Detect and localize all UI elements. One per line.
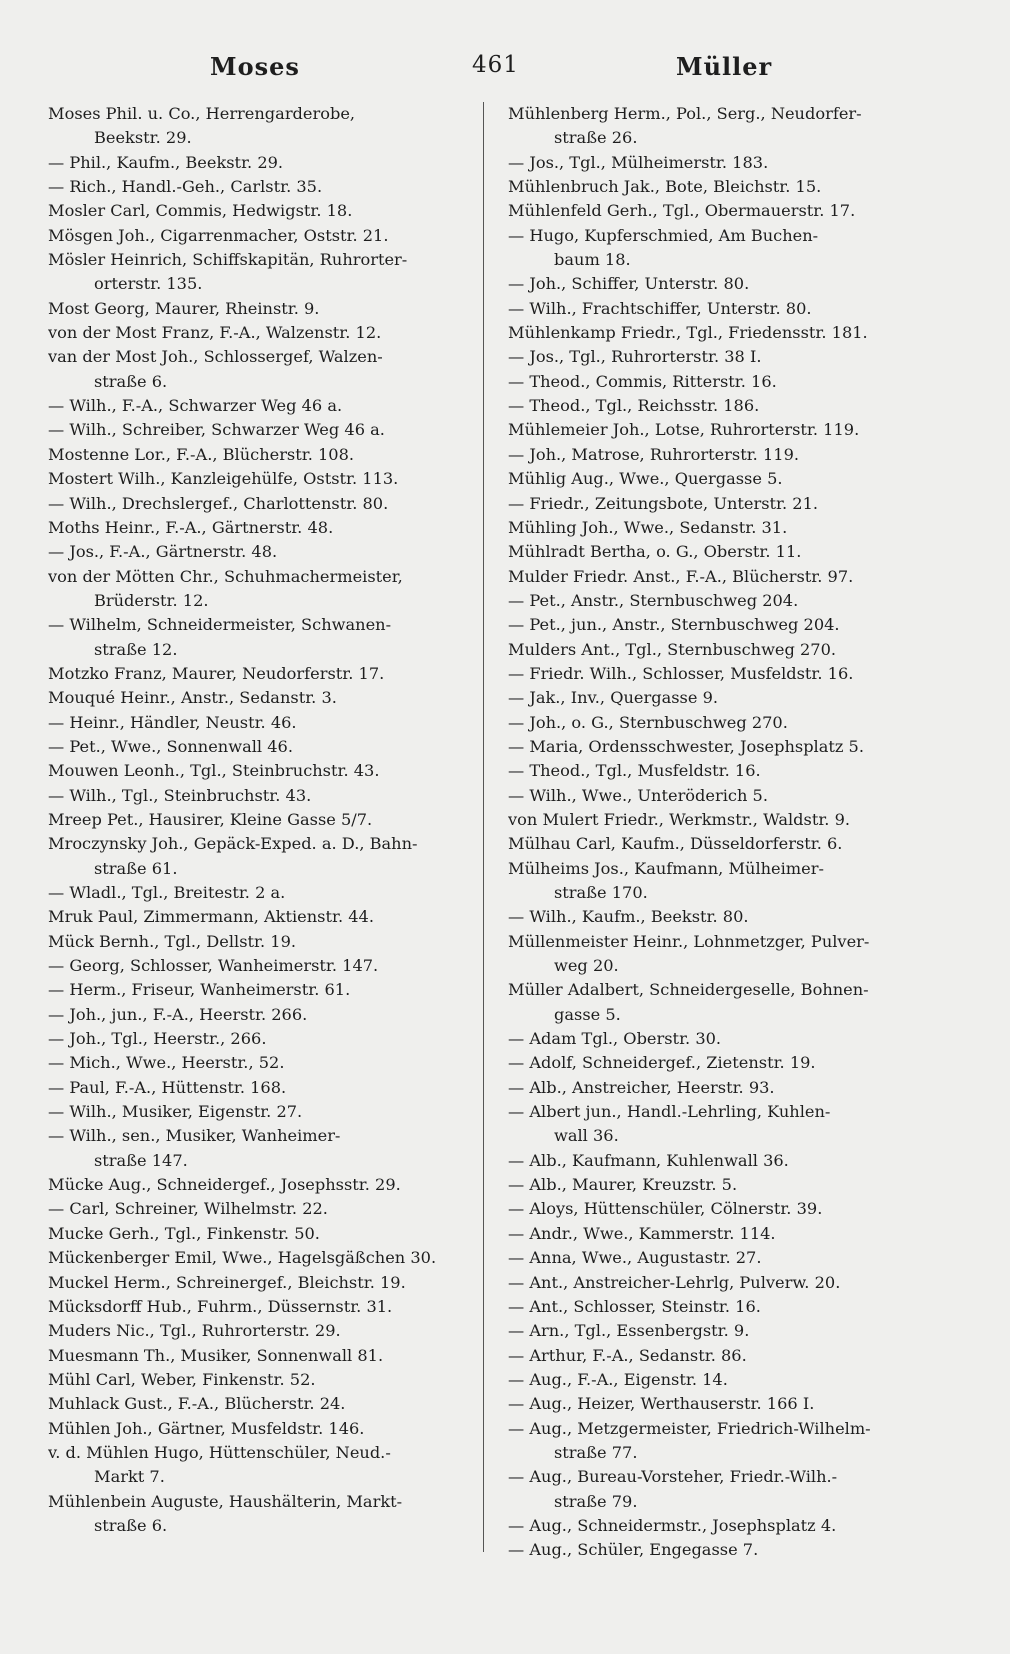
directory-entry [48, 1124, 480, 1173]
entry-line: — Adolf, Schneidergef., Zietenstr. 19. [508, 1053, 816, 1073]
entry-line: — Friedr. Wilh., Schlosser, Musfeldstr. 16. [508, 663, 854, 683]
entry-line: — Anna, Wwe., Augustastr. 27. [508, 1248, 762, 1268]
entry-line: von der Mötten Chr., Schuhmachermeister, [48, 566, 403, 586]
entry-continuation: straße 6. [94, 371, 168, 391]
entry-line: von der Most Franz, F.-A., Walzenstr. 12. [48, 323, 382, 343]
directory-entry [48, 175, 480, 199]
directory-entry [48, 1173, 480, 1197]
column-divider [483, 102, 484, 1552]
entry-line: Müller Adalbert, Schneidergeselle, Bohnen- [508, 980, 869, 1000]
entry-line: — Wilh., F.-A., Schwarzer Weg 46 a. [48, 396, 343, 416]
entry-line: — Ant., Anstreicher-Lehrlg, Pulverw. 20. [508, 1272, 841, 1292]
entry-line: Mreep Pet., Hausirer, Kleine Gasse 5/7. [48, 809, 373, 829]
entry-continuation: straße 170. [554, 883, 648, 902]
entry-line: v. d. Mühlen Hugo, Hüttenschüler, Neud.- [48, 1442, 391, 1462]
directory-entry [508, 1149, 948, 1173]
entry-line: — Andr., Wwe., Kammerstr. 114. [508, 1223, 776, 1243]
directory-entry [508, 418, 948, 442]
directory-entry [508, 1173, 948, 1197]
entry-line: — Pet., Anstr., Sternbuschweg 204. [508, 590, 799, 610]
entry-line: Mückenberger Emil, Wwe., Hagelsgäßchen 30. [48, 1248, 437, 1268]
entry-line: Mulder Friedr. Anst., F.-A., Blücherstr. 97. [508, 566, 854, 586]
running-head-left: Moses [210, 52, 300, 81]
entry-line: Mosler Carl, Commis, Hedwigstr. 18. [48, 201, 353, 221]
entry-line: Mösler Heinrich, Schiffskapitän, Ruhrorter- [48, 250, 408, 270]
directory-entry [48, 662, 480, 686]
directory-entry [48, 1441, 480, 1490]
entry-line: — Aug., Heizer, Werthauserstr. 166 I. [508, 1394, 815, 1414]
directory-entry [508, 930, 948, 979]
directory-entry [48, 224, 480, 248]
directory-entry [48, 1417, 480, 1441]
entry-line: — Wilh., Schreiber, Schwarzer Weg 46 a. [48, 420, 385, 440]
entry-line: Mouqué Heinr., Anstr., Sedanstr. 3. [48, 688, 337, 708]
entry-line: — Jak., Inv., Quergasse 9. [508, 688, 719, 708]
entry-line: Mück Bernh., Tgl., Dellstr. 19. [48, 931, 297, 951]
entry-line: Mücksdorff Hub., Fuhrm., Düssernstr. 31. [48, 1296, 393, 1316]
entry-line: Mühlemeier Joh., Lotse, Ruhrorterstr. 119. [508, 420, 860, 440]
directory-entry [48, 199, 480, 223]
entry-line: — Aug., Schüler, Engegasse 7. [508, 1540, 759, 1560]
entry-line: — Arn., Tgl., Essenbergstr. 9. [508, 1321, 750, 1341]
entry-line: — Joh., Matrose, Ruhrorterstr. 119. [508, 444, 800, 464]
right-column [508, 102, 948, 1563]
entry-line: Moths Heinr., F.-A., Gärtnerstr. 48. [48, 517, 334, 537]
entry-continuation: straße 147. [94, 1150, 188, 1170]
entry-line: — Pet., jun., Anstr., Sternbuschweg 204. [508, 615, 840, 635]
directory-entry [508, 199, 948, 223]
entry-line: — Jos., Tgl., Ruhrorterstr. 38 I. [508, 347, 762, 367]
entry-line: — Heinr., Händler, Neustr. 46. [48, 712, 297, 732]
entry-line: — Aug., Bureau-Vorsteher, Friedr.-Wilh.- [508, 1467, 838, 1487]
entry-continuation: baum 18. [554, 250, 631, 270]
entry-line: Mostenne Lor., F.-A., Blücherstr. 108. [48, 444, 355, 464]
directory-entry [48, 565, 480, 614]
directory-entry [48, 1271, 480, 1295]
entry-line: — Wilh., Drechslergef., Charlottenstr. 80. [48, 493, 389, 513]
entry-continuation: straße 6. [94, 1515, 168, 1535]
directory-entry [508, 759, 948, 783]
directory-entry [48, 905, 480, 929]
directory-entry [48, 735, 480, 759]
entry-line: von Mulert Friedr., Werkmstr., Waldstr. 9. [508, 809, 851, 829]
directory-entry [508, 297, 948, 321]
entry-line: — Aug., Schneidermstr., Josephsplatz 4. [508, 1515, 837, 1535]
directory-entry [48, 1319, 480, 1343]
directory-entry [48, 1076, 480, 1100]
directory-entry [508, 540, 948, 564]
directory-entry [48, 1051, 480, 1075]
entry-line: Mühlig Aug., Wwe., Quergasse 5. [508, 469, 783, 489]
directory-entry [508, 1465, 948, 1514]
entry-line: — Wilh., Musiker, Eigenstr. 27. [48, 1102, 303, 1122]
directory-entry [48, 1344, 480, 1368]
directory-entry [508, 784, 948, 808]
entry-line: — Ant., Schlosser, Steinstr. 16. [508, 1296, 761, 1316]
directory-entry [48, 1368, 480, 1392]
directory-entry [508, 857, 948, 906]
directory-entry [48, 1222, 480, 1246]
entry-line: — Aug., F.-A., Eigenstr. 14. [508, 1369, 728, 1389]
entry-line: — Adam Tgl., Oberstr. 30. [508, 1029, 722, 1049]
entry-continuation: straße 61. [94, 858, 178, 878]
running-head-right: Müller [676, 52, 773, 81]
entry-continuation: straße 79. [554, 1491, 638, 1511]
directory-entry [508, 905, 948, 929]
directory-entry [508, 735, 948, 759]
entry-line: Mruk Paul, Zimmermann, Aktienstr. 44. [48, 907, 374, 927]
entry-line: Mösgen Joh., Cigarrenmacher, Oststr. 21. [48, 225, 389, 245]
directory-entry [48, 467, 480, 491]
entry-line: — Aug., Metzgermeister, Friedrich-Wilhelm- [508, 1418, 871, 1438]
entry-line: Mühlenfeld Gerh., Tgl., Obermauerstr. 17. [508, 201, 856, 221]
entry-line: — Joh., o. G., Sternbuschweg 270. [508, 712, 788, 732]
entry-line: — Hugo, Kupferschmied, Am Buchen- [508, 225, 819, 245]
left-column [48, 102, 480, 1538]
directory-entry [508, 151, 948, 175]
directory-entry [508, 1271, 948, 1295]
directory-entry [508, 467, 948, 491]
directory-entry [48, 492, 480, 516]
directory-entry [508, 443, 948, 467]
entry-line: — Theod., Commis, Ritterstr. 16. [508, 371, 777, 391]
directory-entry [508, 832, 948, 856]
directory-entry [48, 930, 480, 954]
directory-entry [48, 711, 480, 735]
directory-entry [48, 248, 480, 297]
entry-line: Mühlenbein Auguste, Haushälterin, Markt- [48, 1491, 403, 1511]
directory-entry [48, 394, 480, 418]
entry-continuation: gasse 5. [554, 1004, 621, 1024]
entry-line: Mühling Joh., Wwe., Sedanstr. 31. [508, 517, 788, 537]
directory-entry [48, 151, 480, 175]
entry-line: — Joh., Tgl., Heerstr., 266. [48, 1029, 267, 1049]
directory-entry [48, 954, 480, 978]
directory-entry [508, 175, 948, 199]
entry-line: Mühlradt Bertha, o. G., Oberstr. 11. [508, 542, 802, 562]
entry-line: Mülheims Jos., Kaufmann, Mülheimer- [508, 858, 824, 878]
directory-entry [48, 297, 480, 321]
directory-entry [48, 808, 480, 832]
entry-continuation: wall 36. [554, 1126, 619, 1146]
entry-line: — Arthur, F.-A., Sedanstr. 86. [508, 1345, 747, 1365]
entry-line: Mulders Ant., Tgl., Sternbuschweg 270. [508, 639, 837, 659]
entry-line: — Joh., Schiffer, Unterstr. 80. [508, 274, 750, 294]
directory-entry [48, 1490, 480, 1539]
entry-line: — Wilh., Kaufm., Beekstr. 80. [508, 907, 749, 927]
entry-line: Mücke Aug., Schneidergef., Josephsstr. 29. [48, 1175, 401, 1195]
directory-entry [48, 1100, 480, 1124]
entry-line: — Alb., Anstreicher, Heerstr. 93. [508, 1077, 775, 1097]
entry-line: — Phil., Kaufm., Beekstr. 29. [48, 152, 284, 172]
entry-line: Muesmann Th., Musiker, Sonnenwall 81. [48, 1345, 384, 1365]
directory-entry [48, 418, 480, 442]
entry-continuation: orterstr. 135. [94, 274, 203, 294]
entry-continuation: weg 20. [554, 956, 619, 976]
entry-line: — Joh., jun., F.-A., Heerstr. 266. [48, 1004, 308, 1024]
entry-line: — Wilhelm, Schneidermeister, Schwanen- [48, 615, 392, 635]
entry-continuation: straße 26. [554, 128, 638, 148]
directory-entry [48, 686, 480, 710]
directory-entry [508, 272, 948, 296]
entry-line: Mühl Carl, Weber, Finkenstr. 52. [48, 1369, 316, 1389]
entry-line: Mühlenberg Herm., Pol., Serg., Neudorfer- [508, 104, 862, 123]
directory-entry [508, 589, 948, 613]
entry-line: — Herm., Friseur, Wanheimerstr. 61. [48, 980, 351, 1000]
entry-line: — Mich., Wwe., Heerstr., 52. [48, 1053, 285, 1073]
entry-line: — Carl, Schreiner, Wilhelmstr. 22. [48, 1199, 328, 1219]
entry-line: — Alb., Maurer, Kreuzstr. 5. [508, 1175, 738, 1195]
directory-entry [48, 516, 480, 540]
entry-line: — Aloys, Hüttenschüler, Cölnerstr. 39. [508, 1199, 823, 1219]
directory-entry [508, 613, 948, 637]
directory-entry [48, 1027, 480, 1051]
entry-line: van der Most Joh., Schlossergef, Walzen- [48, 347, 383, 367]
directory-entry [508, 1051, 948, 1075]
directory-entry [508, 1368, 948, 1392]
directory-entry [508, 370, 948, 394]
entry-line: — Wilh., Frachtschiffer, Unterstr. 80. [508, 298, 812, 318]
directory-entry [48, 613, 480, 662]
directory-entry [508, 662, 948, 686]
directory-entry [508, 1392, 948, 1416]
entry-line: Most Georg, Maurer, Rheinstr. 9. [48, 298, 320, 318]
directory-entry [508, 516, 948, 540]
directory-entry [508, 1197, 948, 1221]
directory-entry [48, 1295, 480, 1319]
entry-line: — Paul, F.-A., Hüttenstr. 168. [48, 1077, 287, 1097]
directory-entry [48, 102, 480, 151]
entry-line: Mühlenbruch Jak., Bote, Bleichstr. 15. [508, 177, 822, 197]
entry-line: — Wilh., Wwe., Unteröderich 5. [508, 785, 768, 805]
directory-entry [508, 1222, 948, 1246]
entry-line: — Maria, Ordensschwester, Josephsplatz 5. [508, 736, 865, 756]
directory-entry [508, 345, 948, 369]
entry-line: — Albert jun., Handl.-Lehrling, Kuhlen- [508, 1102, 831, 1122]
entry-line: — Theod., Tgl., Reichsstr. 186. [508, 396, 760, 416]
directory-entry [508, 394, 948, 418]
entry-continuation: Beekstr. 29. [94, 128, 192, 148]
entry-line: Mouwen Leonh., Tgl., Steinbruchstr. 43. [48, 761, 380, 781]
directory-entry [508, 711, 948, 735]
directory-entry [48, 1392, 480, 1416]
entry-line: — Wladl., Tgl., Breitestr. 2 a. [48, 883, 286, 902]
entry-line: Mucke Gerh., Tgl., Finkenstr. 50. [48, 1223, 320, 1243]
entry-line: Muders Nic., Tgl., Ruhrorterstr. 29. [48, 1321, 341, 1341]
directory-entry [508, 565, 948, 589]
directory-entry [48, 784, 480, 808]
entry-line: — Theod., Tgl., Musfeldstr. 16. [508, 761, 761, 781]
entry-line: — Jos., F.-A., Gärtnerstr. 48. [48, 542, 278, 562]
directory-entry [508, 808, 948, 832]
entry-line: — Rich., Handl.-Geh., Carlstr. 35. [48, 177, 323, 197]
entry-line: — Friedr., Zeitungsbote, Unterstr. 21. [508, 493, 819, 513]
entry-line: — Wilh., Tgl., Steinbruchstr. 43. [48, 785, 312, 805]
directory-entry [508, 978, 948, 1027]
directory-entry [48, 443, 480, 467]
directory-entry [508, 1319, 948, 1343]
entry-line: Muckel Herm., Schreinergef., Bleichstr. 19. [48, 1272, 406, 1292]
entry-continuation: straße 12. [94, 639, 178, 659]
entry-line: Mühlenkamp Friedr., Tgl., Friedensstr. 181. [508, 323, 868, 343]
entry-line: Mostert Wilh., Kanzleigehülfe, Oststr. 113. [48, 469, 399, 489]
directory-entry [48, 540, 480, 564]
entry-line: — Georg, Schlosser, Wanheimerstr. 147. [48, 956, 379, 976]
directory-entry [48, 978, 480, 1002]
directory-entry [508, 638, 948, 662]
entry-line: Muhlack Gust., F.-A., Blücherstr. 24. [48, 1394, 346, 1414]
directory-entry [508, 1514, 948, 1538]
directory-entry [48, 345, 480, 394]
directory-entry [48, 759, 480, 783]
entry-line: Mülhau Carl, Kaufm., Düsseldorferstr. 6. [508, 834, 843, 854]
entry-line: Motzko Franz, Maurer, Neudorferstr. 17. [48, 663, 385, 683]
entry-continuation: Brüderstr. 12. [94, 590, 209, 610]
directory-entry [48, 321, 480, 345]
entry-line: — Wilh., sen., Musiker, Wanheimer- [48, 1126, 341, 1146]
directory-entry [508, 686, 948, 710]
entry-line: Mühlen Joh., Gärtner, Musfeldstr. 146. [48, 1418, 365, 1438]
directory-entry [508, 1344, 948, 1368]
entry-continuation: Markt 7. [94, 1467, 165, 1487]
directory-entry [48, 1197, 480, 1221]
directory-entry [48, 1246, 480, 1270]
entry-line: Mroczynsky Joh., Gepäck-Exped. a. D., Bahn- [48, 834, 418, 854]
directory-entry [508, 224, 948, 273]
directory-entry [48, 881, 480, 905]
directory-entry [508, 1295, 948, 1319]
directory-entry [508, 1027, 948, 1051]
entry-line: Moses Phil. u. Co., Herrengarderobe, [48, 104, 356, 123]
entry-line: — Jos., Tgl., Mülheimerstr. 183. [508, 152, 769, 172]
entry-continuation: straße 77. [554, 1442, 638, 1462]
page-number: 461 [472, 52, 519, 78]
directory-entry [508, 1100, 948, 1149]
directory-entry [508, 1538, 948, 1562]
directory-entry [48, 1003, 480, 1027]
directory-entry [508, 1417, 948, 1466]
entry-line: Müllenmeister Heinr., Lohnmetzger, Pulver- [508, 931, 870, 951]
entry-line: — Alb., Kaufmann, Kuhlenwall 36. [508, 1150, 789, 1170]
directory-entry [508, 1076, 948, 1100]
entry-line: — Pet., Wwe., Sonnenwall 46. [48, 736, 293, 756]
directory-entry [508, 102, 948, 151]
directory-entry [508, 321, 948, 345]
directory-entry [48, 832, 480, 881]
directory-entry [508, 1246, 948, 1270]
directory-entry [508, 492, 948, 516]
